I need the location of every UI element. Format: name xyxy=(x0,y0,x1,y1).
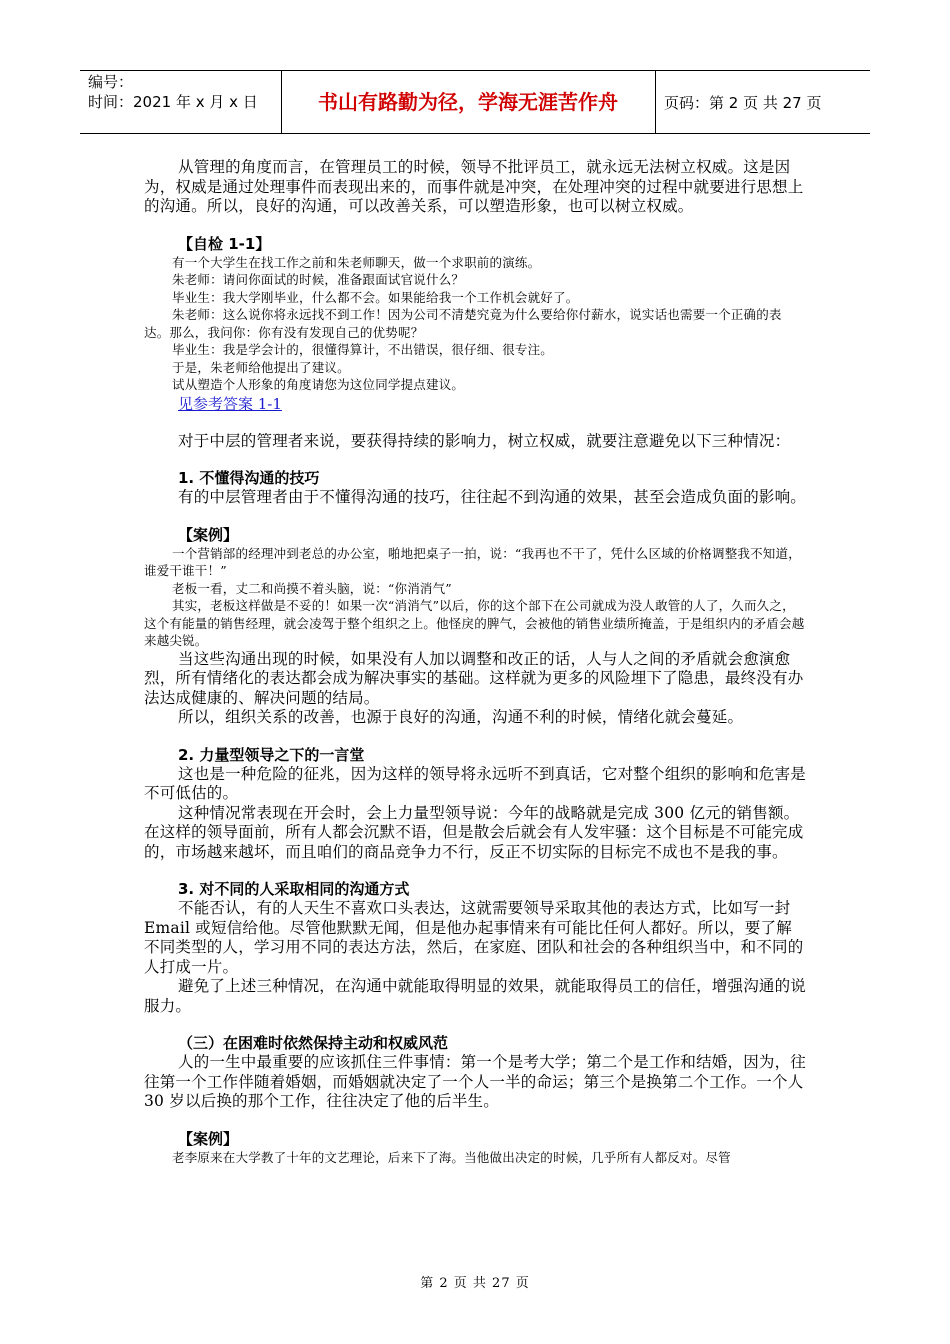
answer-link[interactable]: 见参考答案 1-1 xyxy=(178,394,282,413)
paragraph: 从管理的角度而言，在管理员工的时候，领导不批评员工，就永远无法树立权威。这是因为，权威是通过处理事件而表现出来的，而事件就是冲突，在处理冲突的过程中就要进行思想上的沟通。所以，良好的沟通，可以改善关系，可以塑造形象，也可以树立权威。 xyxy=(144,158,804,215)
header-divider xyxy=(655,70,656,134)
page-footer: 第 2 页 共 27 页 xyxy=(420,1276,530,1291)
header-top-rule xyxy=(80,70,870,71)
selfcheck-heading: 【自检 1-1】 xyxy=(178,234,271,253)
dialogue-line: 毕业生：我是学会计的，很懂得算计，不出错误，很仔细、很专注。 xyxy=(172,342,554,357)
dialogue-line: 试从塑造个人形象的角度请您为这位同学提点建议。 xyxy=(172,377,465,392)
dialogue-line: 朱老师：这么说你将永远找不到工作！因为公司不清楚究竟为什么要给你付薪水，说实话也需要一个正确的表达。那么，我问你：你有没有发现自己的优势呢？ xyxy=(144,307,782,340)
paragraph: 这种情况常表现在开会时，会上力量型领导说：今年的战略就是完成 300 亿元的销售额。在这样的领导面前，所有人都会沉默不语，但是散会后就会有人发牢骚：这个目标是不可能完成的，市场越来越坏，而且咱们的商品竞争力不行，反正不切实际的目标完不成也不是我的事。 xyxy=(144,803,804,861)
page-header xyxy=(80,70,870,134)
paragraph: 人的一生中最重要的应该抓住三件事情：第一个是考大学；第二个是工作和结婚，因为，往往第一个工作伴随着婚姻，而婚姻就决定了一个人一半的命运；第三个是换第二个工作。一个人 30 岁以后换的那个工作，往往决定了他的后半生。 xyxy=(144,1053,807,1110)
paragraph: 避免了上述三种情况，在沟通中就能取得明显的效果，就能取得员工的信任，增强沟通的说服力。 xyxy=(144,977,807,1015)
paragraph: 对于中层的管理者来说，要获得持续的影响力，树立权威，就要注意避免以下三种情况： xyxy=(178,431,791,450)
case-line: 老李原来在大学教了十年的文艺理论，后来下了海。当他做出决定的时候，几乎所有人都反对。尽管 xyxy=(172,1149,731,1165)
doc-number-label: 编号： xyxy=(88,73,134,91)
paragraph: 所以，组织关系的改善，也源于良好的沟通，沟通不利的时候，情绪化就会蔓延。 xyxy=(178,708,744,726)
dialogue-line: 有一个大学生在找工作之前和朱老师聊天，做一个求职前的演练。 xyxy=(172,254,541,270)
header-bottom-rule xyxy=(80,133,870,134)
case-heading: 【案例】 xyxy=(178,1129,239,1148)
case-heading: 【案例】 xyxy=(178,525,239,544)
dialogue-line: 毕业生：我大学刚毕业，什么都不会。如果能给我一个工作机会就好了。 xyxy=(172,289,579,305)
dialogue-line: 于是，朱老师给他提出了建议。 xyxy=(172,359,350,375)
doc-time-label: 时间：2021 年 x 月 x 日 xyxy=(88,93,258,111)
paragraph: 不能否认，有的人天生不喜欢口头表达，这就需要领导采取其他的表达方式，比如写一封 Email 或短信给他。尽管他默默无闻，但是他办起事情来有可能比任何人都好。所以，要了解不同类型的人，学习用不同的表达方法，然后，在家庭、团队和社会的各种组织当中，和不同的人打成一片。 xyxy=(144,899,804,976)
section-heading: 2. 力量型领导之下的一言堂 xyxy=(178,745,365,764)
selfcheck-dialogue xyxy=(144,254,806,394)
case-line: 老板一看，丈二和尚摸不着头脑，说：“你消消气” xyxy=(172,580,452,596)
case-line: 其实，老板这样做是不妥的！如果一次“消消气”以后，你的这个部下在公司就成为没人敢管的人了，久而久之，这个有能量的销售经理，就会凌驾于整个组织之上。他怪戾的脾气，会被他的销售业绩所掩盖，于是组织内的矛盾会越来越尖锐。 xyxy=(144,598,805,648)
section-heading: 3. 对不同的人采取相同的沟通方式 xyxy=(178,880,410,898)
paragraph: 这也是一种危险的征兆，因为这样的领导将永远听不到真话，它对整个组织的影响和危害是不可低估的。 xyxy=(144,764,807,802)
header-page-info: 页码：第 2 页 共 27 页 xyxy=(664,94,822,112)
section-heading: （三）在困难时依然保持主动和权威风范 xyxy=(178,1034,449,1052)
dialogue-line: 朱老师：请问你面试的时候，准备跟面试官说什么？ xyxy=(172,272,465,287)
paragraph: 当这些沟通出现的时候，如果没有人加以调整和改正的话，人与人之间的矛盾就会愈演愈烈，所有情绪化的表达都会成为解决事实的基础。这样就为更多的风险埋下了隐患，最终没有办法达成健康的、解决问题的结局。 xyxy=(144,649,804,707)
header-motto: 书山有路勤为径，学海无涯苦作舟 xyxy=(318,90,618,114)
header-meta xyxy=(88,72,258,112)
case-line: 一个营销部的经理冲到老总的办公室，啪地把桌子一拍，说：“我再也不干了，凭什么区域的价格调整我不知道，谁爱干谁干！” xyxy=(144,545,801,578)
paragraph: 有的中层管理者由于不懂得沟通的技巧，往往起不到沟通的效果，甚至会造成负面的影响。 xyxy=(178,488,807,506)
case-text xyxy=(144,545,806,650)
document-body xyxy=(144,158,806,1166)
section-heading: 1. 不懂得沟通的技巧 xyxy=(178,469,320,487)
